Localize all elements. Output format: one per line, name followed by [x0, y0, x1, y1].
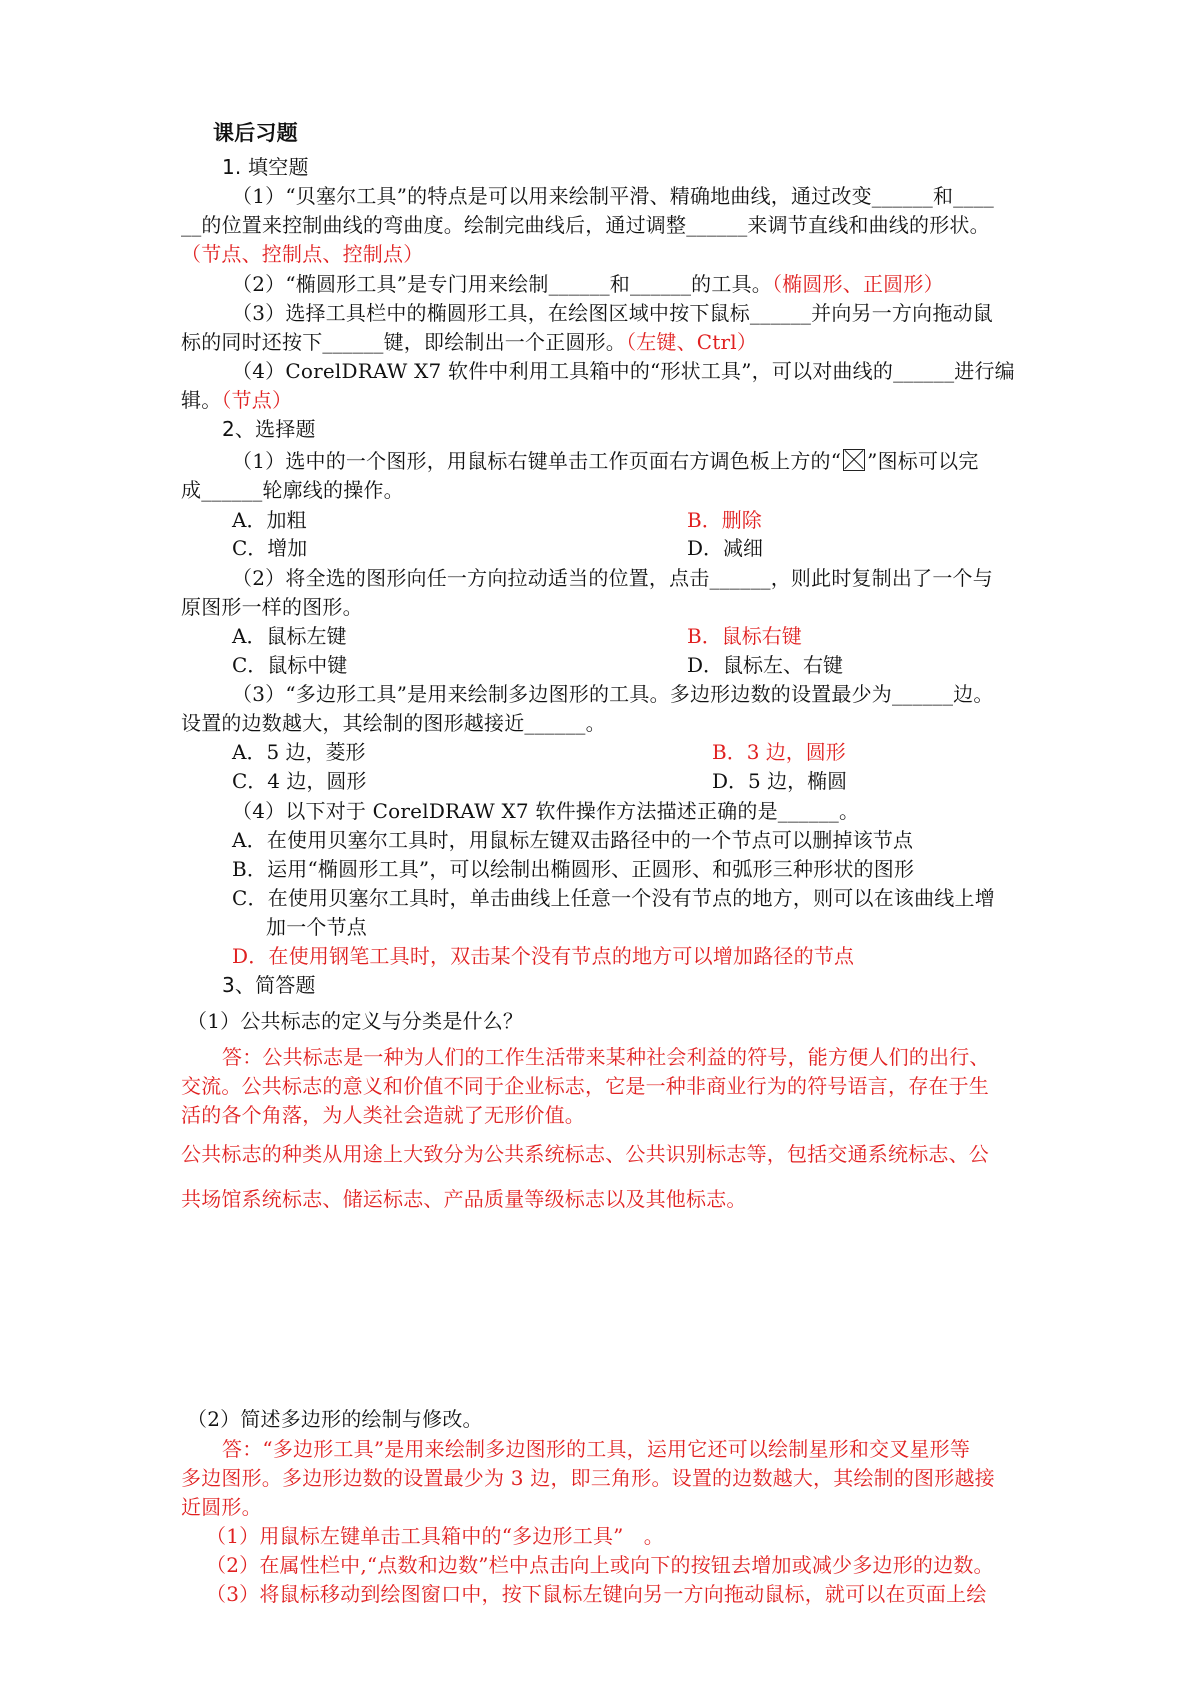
choice-q4-option-a: A．在使用贝塞尔工具时，用鼠标左键双击路径中的一个节点可以删掉该节点: [232, 828, 914, 852]
choice-q2-line2: 原图形一样的图形。: [181, 595, 363, 619]
short-q2: （2）简述多边形的绘制与修改。: [187, 1407, 483, 1431]
fill-q1-answer: （节点、控制点、控制点）: [181, 242, 424, 266]
short-a2-line2: 多边图形。多边形边数的设置最少为 3 边，即三角形。设置的边数越大，其绘制的图形越接: [181, 1466, 995, 1490]
choice-q4-option-b: B．运用“椭圆形工具”，可以绘制出椭圆形、正圆形、和弧形三种形状的图形: [232, 857, 915, 881]
choice-q2-option-a: A．鼠标左键: [232, 624, 347, 648]
short-a2-step3: （3）将鼠标移动到绘图窗口中，按下鼠标左键向另一方向拖动鼠标，就可以在页面上绘: [206, 1582, 987, 1606]
fill-q4-line2-wrap: [181, 385, 1021, 415]
section-heading-short-answer: 3、简答题: [222, 973, 316, 997]
fill-q1-line2: __的位置来控制曲线的弯曲度。绘制完曲线后，通过调整______来调节直线和曲线的形状。: [181, 213, 990, 237]
fill-q4-line2: 辑。: [181, 388, 222, 412]
choice-q1-text-b: ”图标可以完: [867, 449, 979, 473]
short-a2-step2: （2）在属性栏中,“点数和边数”栏中点击向上或向下的按钮去增加或减少多边形的边数。: [206, 1553, 994, 1577]
choice-q1-option-b: B．删除: [687, 508, 762, 532]
choice-q2-option-c: C．鼠标中键: [232, 653, 348, 677]
short-a1-line2: 交流。公共标志的意义和价值不同于企业标志，它是一种非商业行为的符号语言，存在于生: [181, 1074, 989, 1098]
short-a2-line3: 近圆形。: [181, 1495, 262, 1519]
choice-q1-text-a: （1）选中的一个图形，用鼠标右键单击工作页面右方调色板上方的“: [232, 449, 842, 473]
choice-q3-line2: 设置的边数越大，其绘制的图形越接近______。: [181, 711, 606, 735]
choice-q3-option-a: A．5 边，菱形: [232, 740, 366, 764]
section-heading-choice: 2、选择题: [222, 417, 316, 441]
short-a1-line5: 共场馆系统标志、储运标志、产品质量等级标志以及其他标志。: [181, 1187, 747, 1211]
fill-q3-line2-wrap: [181, 327, 1021, 357]
section-heading-fill: 1. 填空题: [222, 155, 309, 179]
fill-q2-text: （2）“椭圆形工具”是专门用来绘制______和______的工具。: [232, 272, 772, 296]
page-title: 课后习题: [213, 121, 298, 145]
fill-q3-answer: （左键、Ctrl）: [626, 330, 758, 354]
choice-q3-line1: （3）“多边形工具”是用来绘制多边图形的工具。多边形边数的设置最少为______边。: [232, 682, 994, 706]
choice-q1-line2: 成______轮廓线的操作。: [181, 478, 404, 502]
delete-outline-icon: [843, 449, 865, 471]
choice-q3-option-d: D．5 边，椭圆: [712, 769, 848, 793]
fill-q3-line1: （3）选择工具栏中的椭圆形工具，在绘图区域中按下鼠标______并向另一方向拖动鼠: [232, 301, 993, 325]
fill-q4-line1: （4）CorelDRAW X7 软件中利用工具箱中的“形状工具”，可以对曲线的______进行编: [232, 359, 1015, 383]
fill-q2-answer: （椭圆形、正圆形）: [771, 272, 944, 296]
short-a2-line1: 答：“多边形工具”是用来绘制多边图形的工具，运用它还可以绘制星形和交叉星形等: [222, 1437, 971, 1461]
choice-q2-line1: （2）将全选的图形向任一方向拉动适当的位置，点击______，则此时复制出了一个与: [232, 566, 993, 590]
choice-q1-option-c: C．增加: [232, 536, 308, 560]
choice-q1-line1: [232, 446, 1072, 476]
short-a2-step1: （1）用鼠标左键单击工具箱中的“多边形工具” 。: [206, 1524, 664, 1548]
short-q1: （1）公共标志的定义与分类是什么？: [187, 1009, 524, 1033]
fill-q4-answer: （节点）: [221, 388, 293, 412]
fill-q3-line2: 标的同时还按下______键，即绘制出一个正圆形。: [181, 330, 626, 354]
choice-q2-option-d: D．鼠标左、右键: [687, 653, 844, 677]
choice-q4-line1: （4）以下对于 CorelDRAW X7 软件操作方法描述正确的是______。: [232, 799, 860, 823]
choice-q1-option-a: A．加粗: [232, 508, 307, 532]
choice-q3-option-b: B．3 边，圆形: [712, 740, 846, 764]
short-a1-line4: 公共标志的种类从用途上大致分为公共系统标志、公共识别标志等，包括交通系统标志、公: [181, 1142, 989, 1166]
fill-q2: [232, 269, 1072, 299]
short-a1-line1: 答：公共标志是一种为人们的工作生活带来某种社会利益的符号，能方便人们的出行、: [222, 1045, 990, 1069]
choice-q4-option-c-cont: 加一个节点: [266, 915, 367, 939]
short-a1-line3: 活的各个角落，为人类社会造就了无形价值。: [181, 1103, 585, 1127]
choice-q4-option-d: D．在使用钢笔工具时，双击某个没有节点的地方可以增加路径的节点: [232, 944, 855, 968]
choice-q4-option-c: C．在使用贝塞尔工具时，单击曲线上任意一个没有节点的地方，则可以在该曲线上增: [232, 886, 995, 910]
choice-q2-option-b: B．鼠标右键: [687, 624, 802, 648]
choice-q3-option-c: C．4 边，圆形: [232, 769, 367, 793]
choice-q1-option-d: D．减细: [687, 536, 764, 560]
fill-q1-line1: （1）“贝塞尔工具”的特点是可以用来绘制平滑、精确地曲线，通过改变______和____: [232, 184, 994, 208]
